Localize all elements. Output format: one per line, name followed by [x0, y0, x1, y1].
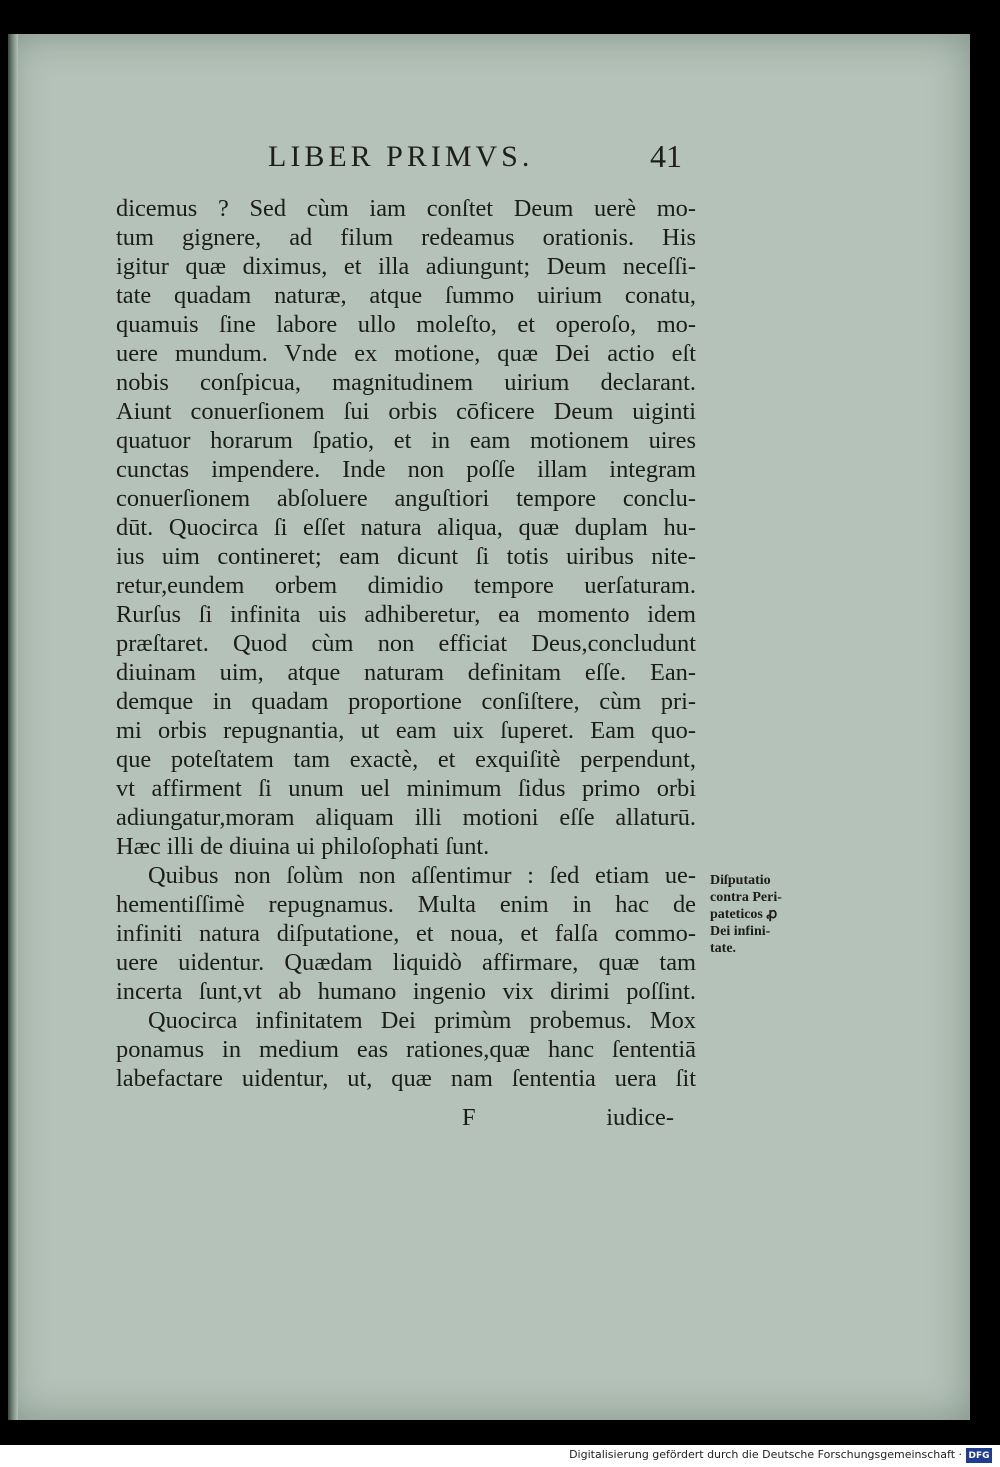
text-line: Rurſus ſi infinita uis adhiberetur, ea momento idem: [116, 601, 696, 628]
text-line: Hæc illi de diuina ui philoſophati ſunt.: [116, 833, 490, 860]
text-line: infiniti natura diſputatione, et noua, et falſa commo-: [116, 920, 696, 947]
text-line: labefactare uidentur, ut, quæ nam ſententia uera ſit: [116, 1065, 696, 1092]
marginal-note-line: pateticos ꝓ: [710, 907, 778, 922]
text-line: igitur quæ diximus, et illa adiungunt; Deum neceſſi-: [116, 253, 696, 280]
text-line: mi orbis repugnantia, ut eam uix ſuperet. Eam quo-: [116, 717, 696, 744]
text-line: tum gignere, ad filum redeamus orationis. His: [116, 224, 696, 251]
text-line: que poteſtatem tam exactè, et exquiſitè perpendunt,: [116, 746, 696, 773]
text-line: ponamus in medium eas rationes,quæ hanc ſententiā: [116, 1036, 696, 1063]
text-line: uere uidentur. Quædam liquidò affirmare, quæ tam: [116, 949, 696, 976]
text-line: uere mundum. Vnde ex motione, quæ Dei actio eſt: [116, 340, 696, 367]
text-line: vt affirment ſi unum uel minimum ſidus primo orbi: [116, 775, 696, 802]
text-line: quamuis ſine labore ullo moleſto, et operoſo, mo-: [116, 311, 696, 338]
dfg-logo-icon: DFG: [966, 1448, 992, 1463]
funding-notice: Digitalisierung gefördert durch die Deutsche Forschungsgemeinschaft ·: [569, 1448, 962, 1461]
marginal-note-line: Diſputatio: [710, 873, 771, 888]
text-line: Aiunt conuerſionem ſui orbis cōficere Deum uiginti: [116, 398, 696, 425]
text-line: adiungatur,moram aliquam illi motioni eſſe allaturū.: [116, 804, 696, 831]
catchword: iudice-: [606, 1104, 674, 1131]
text-line: hementiſſimè repugnamus. Multa enim in hac de: [116, 891, 696, 918]
text-line: præſtaret. Quod cùm non efficiat Deus,concludunt: [116, 630, 696, 657]
text-line: retur,eundem orbem dimidio tempore uerſaturam.: [116, 572, 696, 599]
marginal-note: [710, 872, 820, 957]
marginal-note-line: Dei infini-: [710, 924, 771, 939]
text-line: Quocirca infinitatem Dei primùm probemus. Mox: [148, 1007, 696, 1034]
text-line: quatuor horarum ſpatio, et in eam motionem uires: [116, 427, 696, 454]
text-line: Quibus non ſolùm non aſſentimur : ſed etiam ue-: [148, 862, 696, 889]
text-line: ius uim contineret; eam dicunt ſi totis uiribus nite-: [116, 543, 696, 570]
signature-mark: F: [462, 1104, 476, 1131]
text-line: cunctas impendere. Inde non poſſe illam integram: [116, 456, 696, 483]
text-line: diuinam uim, atque naturam definitam eſſe. Ean-: [116, 659, 696, 686]
catch-line: [116, 1104, 674, 1134]
page-gutter-shadow: [8, 34, 18, 1420]
page-number: 41: [650, 138, 682, 174]
footer-bar: [0, 1445, 1000, 1467]
text-line: dicemus ? Sed cùm iam conſtet Deum uerè mo-: [116, 195, 696, 222]
text-line: conuerſionem abſoluere anguſtiori tempore conclu-: [116, 485, 696, 512]
text-line: incerta ſunt,vt ab humano ingenio vix dirimi poſſint.: [116, 978, 696, 1005]
text-line: tate quadam naturæ, atque ſummo uirium conatu,: [116, 282, 696, 309]
marginal-note-line: contra Peri-: [710, 890, 782, 905]
running-head: LIBER PRIMVS.: [268, 140, 534, 173]
body-text: [116, 194, 696, 1093]
text-line: demque in quadam proportione conſiſtere, cùm pri-: [116, 688, 696, 715]
text-line: nobis conſpicua, magnitudinem uirium declarant.: [116, 369, 696, 396]
marginal-note-line: tate.: [710, 941, 737, 956]
text-line: dūt. Quocirca ſi eſſet natura aliqua, quæ duplam hu-: [116, 514, 696, 541]
